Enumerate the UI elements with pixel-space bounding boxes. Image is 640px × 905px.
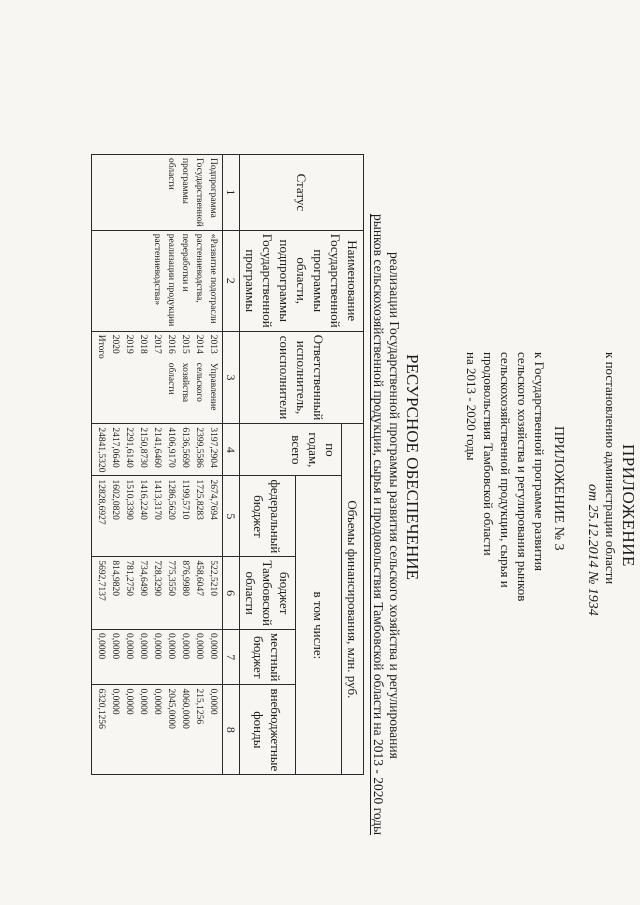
- col-number: 7: [223, 630, 240, 685]
- cell-value: 5692,7137: [96, 560, 106, 601]
- row-federal: [92, 476, 223, 557]
- cell-value: 0,0000: [180, 633, 190, 660]
- header-name: Наименование Государственной программы области, подпрограммы Государственной программы: [240, 230, 364, 331]
- cell-value: 728,3290: [152, 560, 162, 596]
- cell-value: 876,9980: [180, 560, 190, 596]
- row-offbudget: [92, 685, 223, 775]
- appendix-title: ПРИЛОЖЕНИЕ № 3: [551, 426, 566, 551]
- cell-value: 1416,2240: [138, 479, 148, 520]
- cell-value: 775,3550: [166, 560, 176, 596]
- resource-subtitle-1: реализации Государственной программы развития сельского хозяйства и регулирования: [387, 252, 402, 759]
- cell-value: 0,0000: [194, 633, 204, 660]
- cell-value: 2015: [180, 334, 190, 354]
- row-regional: [92, 557, 223, 630]
- resource-table: [91, 154, 364, 775]
- cell-value: 2417,0640: [110, 427, 120, 468]
- cell-value: 0,0000: [138, 633, 148, 660]
- appendix-line: сельскохозяйственной продукции, сырья и: [498, 352, 513, 588]
- prilozhenie-title: ПРИЛОЖЕНИЕ: [619, 444, 638, 567]
- header-executor: Ответственный исполнитель, соисполнители: [240, 331, 364, 424]
- col-number: 6: [223, 557, 240, 630]
- header-including: в том числе:: [296, 476, 342, 775]
- cell-value: 2017: [152, 334, 162, 354]
- col-number: 5: [223, 476, 240, 557]
- cell-value: 2013: [208, 334, 218, 354]
- cell-value: 458,6047: [194, 560, 204, 596]
- row-executor-cell: [92, 331, 223, 424]
- header-offbudget: внебюджетные фонды: [240, 685, 296, 775]
- appendix-line: продовольствия Тамбовской области: [481, 352, 496, 556]
- appendix-line: на 2013 - 2020 годы: [464, 352, 479, 461]
- col-number: 8: [223, 685, 240, 775]
- cell-value: 0,0000: [124, 633, 134, 660]
- cell-value: 2020: [110, 334, 120, 354]
- cell-value: 781,2750: [124, 560, 134, 596]
- resource-subtitle-2: [370, 214, 386, 835]
- column-number-row: [223, 155, 240, 775]
- header-volumes: Объемы финансирования, млн. руб.: [342, 424, 364, 775]
- date-number-line: от 25.12.2014 № 1934: [585, 484, 600, 616]
- cell-value: Итого: [96, 334, 106, 359]
- cell-value: 2045,0000: [166, 688, 176, 729]
- rotated-sheet: [24, 14, 640, 874]
- cell-value: 1602,0820: [110, 479, 120, 520]
- cell-value: 2674,7694: [208, 479, 218, 520]
- resource-subtitle-2-text: рынков сельскохозяйственной продукции, сырья и продовольствия Тамбовской области на 2013 - 2020 годы: [371, 214, 386, 836]
- row-local: [92, 630, 223, 685]
- cell-value: 4060,0000: [180, 688, 190, 729]
- appendix-line: к Государственной программе развития: [532, 352, 547, 571]
- cell-value: 0,0000: [124, 688, 134, 715]
- col-number: 3: [223, 331, 240, 424]
- cell-value: 2141,6460: [152, 427, 162, 468]
- cell-value: 4106,9170: [166, 427, 176, 468]
- header-regional: бюджет Тамбовской области: [240, 557, 296, 630]
- cell-value: 24841,5320: [96, 427, 106, 473]
- cell-value: 0,0000: [208, 633, 218, 660]
- cell-value: 6136,5690: [180, 427, 190, 468]
- cell-value: 3197,2904: [208, 427, 218, 468]
- cell-value: 1413,3170: [152, 479, 162, 520]
- resource-title: РЕСУРСНОЕ ОБЕСПЕЧЕНИЕ: [403, 354, 422, 580]
- cell-value: 2016: [166, 334, 176, 354]
- cell-value: 0,0000: [110, 633, 120, 660]
- row-name: «Развитие подотрасли растениеводства, переработки и реализации продукции растениеводства»: [92, 230, 223, 331]
- cell-value: 1199,5710: [180, 479, 190, 520]
- row-status: Подпрограмма Государственной программы области: [92, 155, 223, 231]
- appendix-lines: [463, 352, 548, 601]
- cell-value: 215,1256: [194, 688, 204, 725]
- col-number: 1: [223, 155, 240, 231]
- header-status: Статус: [240, 155, 364, 231]
- cell-value: 1510,3390: [124, 479, 134, 520]
- cell-value: 2291,6140: [124, 427, 134, 468]
- cell-value: 2018: [138, 334, 148, 354]
- cell-value: 2014: [194, 334, 204, 354]
- header-by-years: по годам, всего: [240, 424, 342, 476]
- table-row: [92, 155, 223, 775]
- header-local: местный бюджет: [240, 630, 296, 685]
- cell-value: 0,0000: [110, 688, 120, 715]
- cell-value: 0,0000: [138, 688, 148, 715]
- row-executor: Управление сельского хозяйства области: [166, 362, 218, 411]
- cell-value: 734,6490: [138, 560, 148, 596]
- cell-value: 1725,8283: [194, 479, 204, 520]
- cell-value: 2399,5586: [194, 427, 204, 468]
- cell-value: 0,0000: [166, 633, 176, 660]
- col-number: 4: [223, 424, 240, 476]
- col-number: 2: [223, 230, 240, 331]
- cell-value: 0,0000: [152, 633, 162, 660]
- appendix-line: сельского хозяйства и регулирования рынков: [515, 352, 530, 602]
- cell-value: 814,9820: [110, 560, 120, 596]
- cell-value: 0,0000: [96, 633, 106, 660]
- cell-value: 0,0000: [152, 688, 162, 715]
- header-federal: федеральный бюджет: [240, 476, 296, 557]
- cell-value: 0,0000: [208, 688, 218, 715]
- cell-value: 522,5210: [208, 560, 218, 596]
- cell-value: 2150,8730: [138, 427, 148, 468]
- cell-value: 6320,1256: [96, 688, 106, 729]
- row-years: [94, 335, 220, 359]
- cell-value: 1286,5620: [166, 479, 176, 520]
- cell-value: 2019: [124, 334, 134, 354]
- postanovlenie-line: к постановлению администрации области: [603, 352, 618, 585]
- row-total: [92, 424, 223, 476]
- cell-value: 12828,6927: [96, 479, 106, 525]
